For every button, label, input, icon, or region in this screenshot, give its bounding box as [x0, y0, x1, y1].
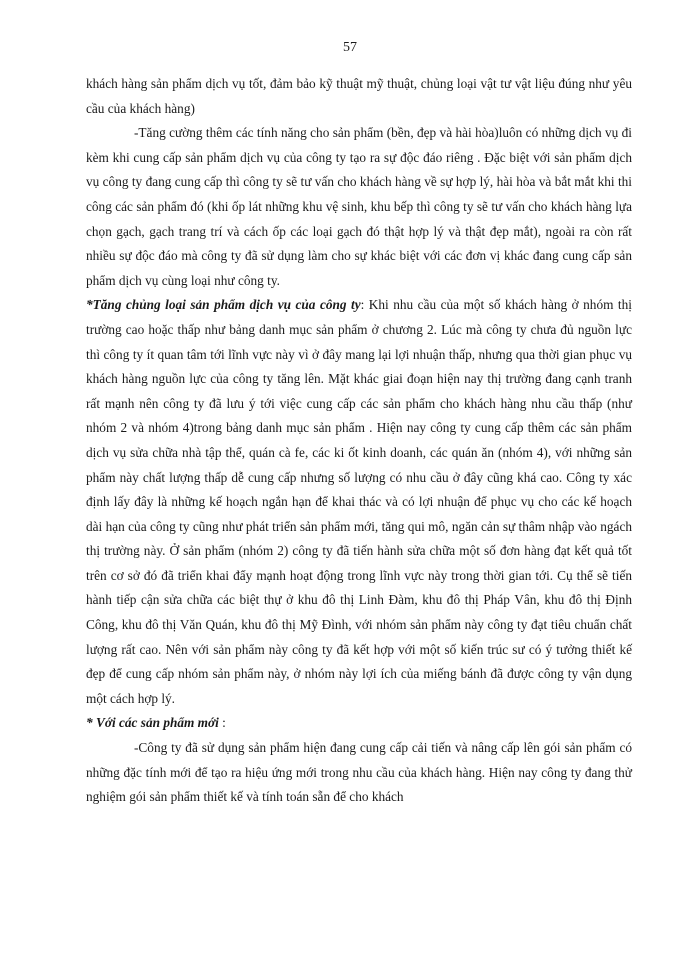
paragraph-continuation: khách hàng sản phẩm dịch vụ tốt, đảm bảo kỹ thuật mỹ thuật, chủng loại vật tư vật liệu đúng như yêu cầu của khách hàng) [86, 76, 632, 116]
document-body [86, 72, 632, 810]
paragraph-new-products: -Công ty đã sử dụng sản phẩm hiện đang cung cấp cải tiến và nâng cấp lên gói sản phẩm có những đặc tính mới để tạo ra hiệu ứng mới trong nhu cầu của khách hàng. Hiện nay công ty đang thử nghiệm gói sản phẩm thiết kế và tính toán sẵn để cho khách [86, 740, 632, 805]
paragraph-product-variety [86, 293, 632, 711]
section-heading-new-products-line [86, 711, 632, 736]
section-heading-product-variety: *Tăng chủng loại sản phẩm dịch vụ của công ty [86, 297, 361, 313]
paragraph-product-variety-body: : Khi nhu cầu của một số khách hàng ở nhóm thị trường cao hoặc thấp như bảng danh mục sản phẩm ở chương 2. Lúc mà công ty chưa đủ nguồn lực thì công ty ít quan tâm tới lĩnh vực này vì ở đây mang lại lợi nhuận thấp, nhưng qua thời gian phục vụ khách hàng nguồn lực của công ty tăng lên. Mặt khác giai đoạn hiện nay thị trường đang cạnh tranh rất mạnh nên công ty đã lưu ý tới việc cung cấp các sản phẩm cho khách hàng nhu cầu thấp (như nhóm 2 và nhóm 4)trong bảng danh mục sản phẩm . Hiện nay công ty cung cấp thêm các sản phẩm dịch vụ sửa chữa nhà tập thể, quán cà fe, các ki ốt kinh doanh, các quán ăn (nhóm 4), với những sản phẩm này chất lượng thấp dễ cung cấp nhưng số lượng có nhu cầu ở đây cũng khá cao. Công ty xác định lấy đây là những kế hoạch ngắn hạn để khai thác và có lợi nhuận để phục vụ cho các kế hoạch dài hạn của công ty cũng như phát triển sản phẩm mới, tăng qui mô, ngăn cản sự thâm nhập vào ngách thị trường này. Ở sản phẩm (nhóm 2) công ty đã tiến hành sửa chữa một số đơn hàng đạt kết quả tốt trên cơ sở đó đã triển khai đẩy mạnh hoạt động trong lĩnh vực này trong thời gian tới. Cụ thể sẽ tiến hành tiếp cận sửa chữa các biệt thự ở khu đô thị Linh Đàm, khu đô thị Pháp Vân, khu đô thị Định Công, khu đô thị Văn Quán, khu đô thị Mỹ Đình, với nhóm sản phẩm này công ty đạt tiêu chuẩn chất lượng rất cao. Nên với sản phẩm này công ty đã kết hợp với một số kiến trúc sư có ý tưởng thiết kế đẹp để cung cấp nhóm sản phẩm này, ở nhóm này lợi ích của miếng bánh đã được công ty vận dụng một cách hợp lý. [86, 297, 632, 706]
page-number: 57 [343, 40, 357, 55]
section-heading-new-products-colon: : [218, 715, 226, 731]
section-heading-new-products: * Với các sản phẩm mới [86, 715, 219, 731]
paragraph-features: -Tăng cường thêm các tính năng cho sản phẩm (bền, đẹp và hài hòa)luôn có những dịch vụ đi kèm khi cung cấp sản phẩm dịch vụ của công ty tạo ra sự độc đáo riêng . Đặc biệt với sản phẩm dịch vụ công ty đang cung cấp thì công ty sẽ tư vấn cho khách hàng về sự hợp lý, hài hòa và bắt mắt khi thi công các sản phẩm đó (khi ốp lát những khu vệ sinh, khu bếp thì công ty sẽ tư vấn cho khách hàng lựa chọn gạch, gạch trang trí và cách ốp các loại gạch đó thật hợp lý và thật đẹp mắt), ngoài ra còn rất nhiều sự độc đáo mà công ty đã sử dụng làm cho sự khác biệt với các đơn vị khác đang cung cấp sản phẩm dịch vụ cùng loại như công ty. [86, 125, 632, 288]
